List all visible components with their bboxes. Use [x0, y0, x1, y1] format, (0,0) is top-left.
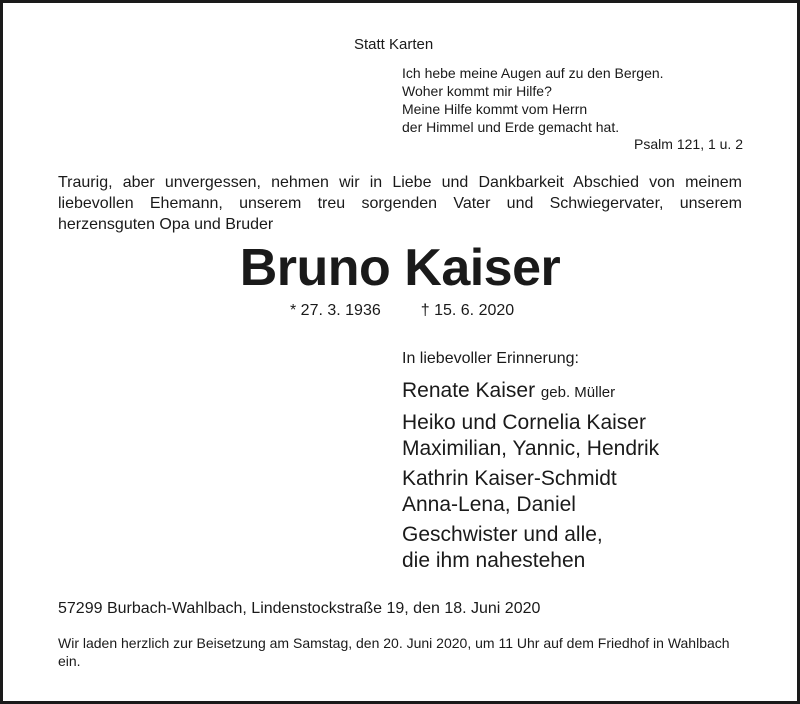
spouse-maiden-name: geb. Müller	[540, 384, 616, 401]
verse-line: Ich hebe meine Augen auf zu den Bergen.	[402, 65, 664, 81]
verse-reference: Psalm 121, 1 u. 2	[634, 136, 743, 152]
mourner-line: Heiko und Cornelia Kaiser	[402, 411, 646, 434]
mourner-line: Maximilian, Yannic, Hendrik	[402, 437, 660, 460]
mourner-line: Anna-Lena, Daniel	[402, 493, 576, 516]
mourner-group-family1	[402, 410, 659, 462]
deceased-name: Bruno Kaiser	[239, 239, 561, 297]
mourner-line: Kathrin Kaiser-Schmidt	[402, 467, 617, 490]
intro-text: Traurig, aber unvergessen, nehmen wir in Liebe und Dankbarkeit Abschied von meinem liebevollen Ehemann, unserem treu sorgenden Vater und Schwiegervater, unserem herzensguten Opa und Bruder	[58, 174, 742, 233]
mourner-line: die ihm nahestehen	[402, 549, 586, 572]
mourner-line: Geschwister und alle,	[402, 523, 603, 546]
mourner-line	[402, 378, 659, 406]
life-dates	[290, 302, 514, 320]
mourner-group-others	[402, 522, 659, 574]
verse-line: der Himmel und Erde gemacht hat.	[402, 119, 620, 135]
statt-karten-label: Statt Karten	[354, 36, 434, 53]
spouse-name: Renate Kaiser	[402, 379, 536, 402]
mourner-group-family2	[402, 466, 659, 518]
mourner-group-spouse	[402, 378, 659, 406]
death-date: † 15. 6. 2020	[420, 302, 515, 319]
mourners-list	[402, 378, 659, 578]
birth-date: * 27. 3. 1936	[290, 302, 381, 319]
verse-line: Woher kommt mir Hilfe?	[402, 83, 552, 99]
verse-line: Meine Hilfe kommt vom Herrn	[402, 101, 588, 117]
memory-intro: In liebevoller Erinnerung:	[402, 350, 579, 367]
bible-verse	[402, 64, 664, 136]
place-and-date: 57299 Burbach-Wahlbach, Lindenstockstraße 19, den 18. Juni 2020	[58, 600, 541, 617]
funeral-notice: Wir laden herzlich zur Beisetzung am Samstag, den 20. Juni 2020, um 11 Uhr auf dem Friedhof in Wahlbach ein.	[58, 635, 730, 669]
